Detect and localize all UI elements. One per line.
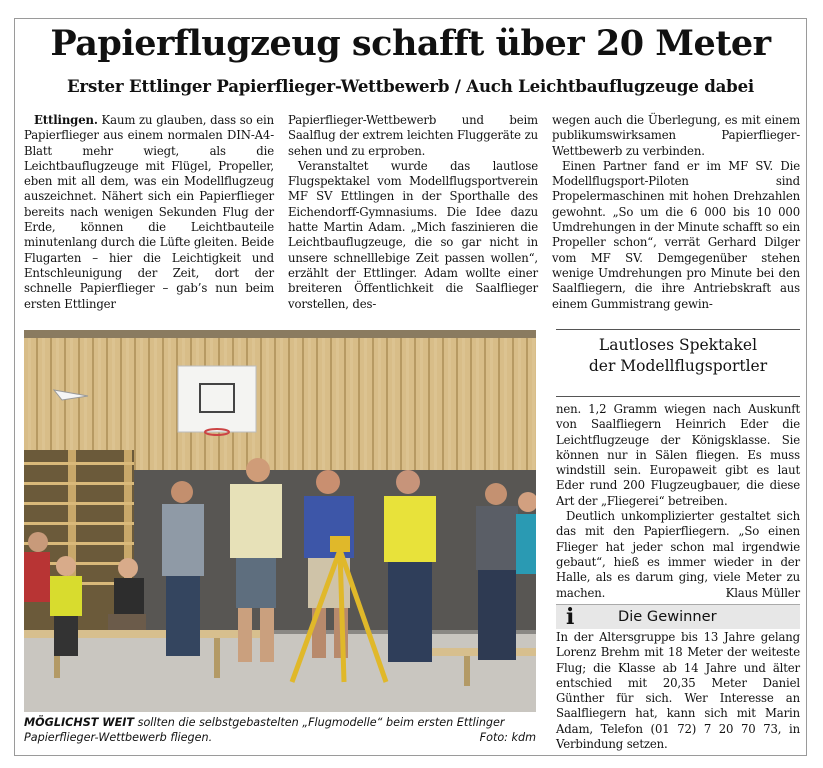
paragraph-2-continued: wegen auch die Überlegung, es mit einem publikumswirksamen Papierflieger-Wettbewerb zu verbinden. [552,113,800,158]
winners-paragraph: In der Altersgruppe bis 13 Jahre gelang Lorenz Brehm mit 18 Meter der weiteste Flug; die Klasse ab 14 Jahre und älter entschied mit 20,35 Meter Daniel Günther für sich. Wer Interesse an Saalfliegern hat, kann sich mit Marin Adam, Telefon (01 72) 7 20 70 73, in Verbindung setzen. [556,630,800,752]
info-icon: i [566,604,575,630]
headline: Papierflugzeug schafft über 20 Meter [50,23,771,64]
tripod-head [330,536,350,552]
sidebar-title-line-1: Lautloses Spektakel [598,336,758,354]
basketball-board [178,366,256,435]
article-column-3 [552,113,800,312]
winners-box-title: Die Gewinner [618,608,717,625]
paragraph-1-continued: Papierflieger-Wettbewerb und beim Saalflug der extrem leichten Fluggeräte zu sehen und zu erproben. [288,113,538,158]
sidebar-title [556,335,800,377]
winners-box-header [556,604,800,629]
article-column-1 [24,113,274,312]
photo-credit: Foto: kdm [479,731,536,744]
sidebar-rule-bottom [556,396,800,397]
paragraph-4 [556,509,800,601]
winners-box-text [556,630,800,752]
subheadline: Erster Ettlinger Papierflieger-Wettbewerb / Auch Leichtbauflugzeuge dabei [66,76,755,96]
caption-lead: MÖGLICHST WEIT [24,716,135,729]
paragraph-3-continued: nen. 1,2 Gramm wiegen nach Auskunft von Saalfliegern Heinrich Eder die Leichtflugzeuge der Königsklasse. Sie können nur in Sälen fliegen. Es muss windstill sein. Europaweit gibt es laut Eder rund 200 Flugzeugbauer, die diese Art der „Fliegerei“ betreiben. [556,402,800,508]
event-photo [24,330,536,712]
dateline: Ettlingen. [34,113,98,127]
event-photo-illustration [24,330,536,712]
sidebar-title-line-2: der Modellflugsportler [588,357,768,375]
sidebar-rule-top [556,329,800,330]
paragraph-3: Einen Partner fand er im MF SV. Die Modellflugsport-Piloten sind Propelermaschinen mit hohen Drehzahlen gewohnt. „So um die 6 000 bis 10 000 Umdrehungen in der Minute schafft so ein Propeller schon“, verrät Gerhard Dilger vom MF SV. Demgegenüber stehen wenige Umdrehungen pro Minute bei den Saalfliegern, die ihre Antriebskraft aus einem Gummistrang gewin- [552,158,800,311]
paragraph-1 [24,113,274,312]
article-column-2 [288,113,538,312]
paragraph-4-text: Deutlich unkomplizierter gestaltet sich das mit den Papierfliegern. „So einen Flieger hat jeder schon mal irgendwie gebaut“, hieß es immer wieder in der Halle, als es darum ging, viele Meter zu machen. [556,509,800,600]
article-column-3-lower [556,402,800,601]
photo-caption [24,715,536,745]
hall-floor [24,630,536,712]
author-name: Klaus Müller [725,585,800,600]
caption-text: sollten die selbstgebastelten „Flugmodelle“ beim ersten Ettlinger Papierflieger-Wettbewerb fliegen. [24,716,505,744]
paragraph-2: Veranstaltet wurde das lautlose Flugspektakel vom Modellflugsportverein MF SV Ettlingen in der Sporthalle des Eichendorff-Gymnasiums. Die Idee dazu hatte Martin Adam. „Mich faszinieren die Leichtbauflugzeuge, die so gar nicht in unsere schnelllebige Zeit passen wollen“, erzählt der Ettlinger. Adam wollte einer breiteren Öffentlichkeit die Saalflieger vorstellen, des- [288,158,538,311]
paragraph-1-text: Kaum zu glauben, dass so ein Papierflieger aus einem normalen DIN-A4-Blatt mehr wiegt, als die Leichtbauflugzeuge mit Flügel, Propeller, eben mit all dem, was ein Modellflugzeug auszeichnet. Nähert sich ein Papierflieger bereits nach wenigen Sekunden Flug der Erde, können die Leichtbauteile minutenlang durch die Lüfte gleiten. Beide Flugarten – hier die Leichtigkeit und Entschleunigung der Zeit, dort der schnelle Papierflieger – gab’s nun beim ersten Ettlinger [24,113,274,311]
